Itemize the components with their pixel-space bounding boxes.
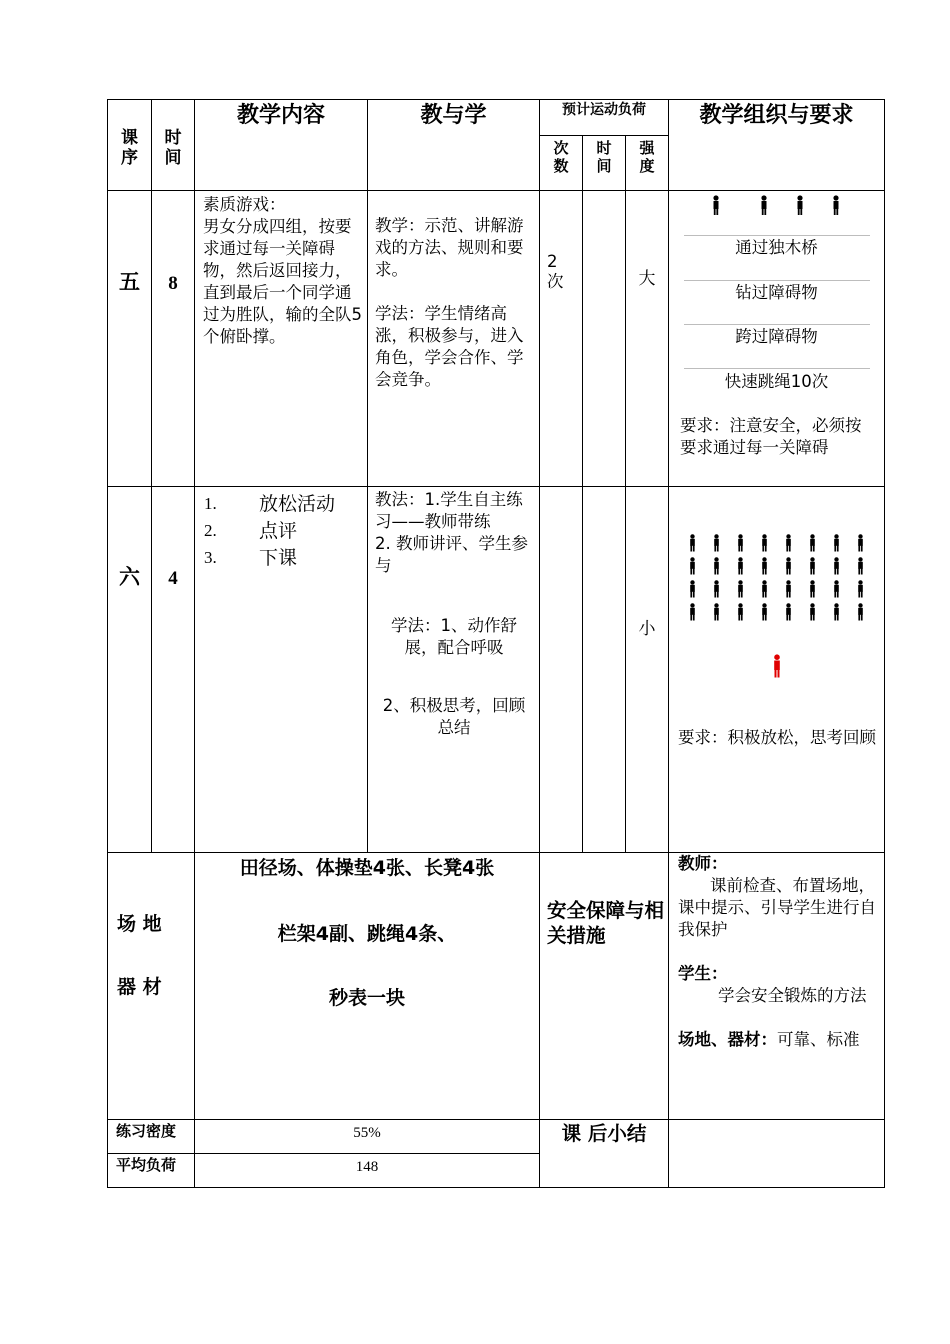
person-icon [810,534,815,551]
person-icon [810,557,815,574]
person-icon [690,580,695,597]
person-icon [830,195,842,219]
person-icon [690,603,695,620]
person-icon [834,603,839,620]
person-icon [714,534,719,551]
student-label: 学生： [678,964,728,983]
person-icon [762,603,767,620]
person-icon [810,603,815,620]
row-divider [107,190,885,191]
person-icon [710,195,722,219]
list-item: 放松活动 [259,493,336,515]
person-icon [738,557,743,574]
row6-learn2: 2、积极思考，回顾总结 [382,696,526,737]
person-icon [810,580,815,597]
person-icon [794,195,806,219]
row5-teach: 教学：示范、讲解游戏的方法、规则和要求。 [375,216,524,279]
col-divider [367,99,368,853]
header-load-group: 预计运动负荷 [562,102,646,118]
col-divider [151,99,152,853]
person-icon [690,534,695,551]
person-icon [786,580,791,597]
list-item: 点评 [259,520,298,542]
person-icon [762,580,767,597]
equipment-line: 栏架4副、跳绳4条、 [277,923,457,945]
table-border-left [107,99,108,1188]
person-icon [714,603,719,620]
person-icon [834,557,839,574]
header-teach-learn: 教与学 [420,103,487,128]
equipment-line: 秒表一块 [328,987,405,1009]
row5-requirement: 要求：注意安全，必须按要求通过每一关障碍 [680,416,862,457]
site-label: 场地、器材： [678,1030,777,1049]
student-formation [684,532,868,624]
density-label: 练习密度 [116,1122,177,1140]
row6-order: 六 [119,565,140,589]
person-icon [834,534,839,551]
row-divider [107,1153,540,1154]
row5-count: 2 次 [547,252,564,291]
station-label: 跨过障碍物 [735,327,818,346]
col-divider [194,99,195,1188]
row6-requirement: 要求：积极放松，思考回顾 [678,728,876,747]
station-label: 快速跳绳10次 [724,372,829,391]
teacher-icon [771,654,783,682]
row6-time: 4 [168,568,178,589]
row5-intensity: 大 [638,269,656,289]
student-text: 学会安全锻炼的方法 [718,986,867,1005]
station-divider [684,324,870,325]
site-safety [678,1029,878,1051]
teacher-label: 教师： [678,854,728,873]
row-divider [107,486,885,487]
safety-label: 安全保障与相关措施 [547,899,665,947]
site-text: 可靠、标准 [777,1030,860,1049]
person-icon [738,534,743,551]
station-divider [684,280,870,281]
row6-intensity: 小 [638,619,656,639]
row5-content: 素质游戏： 男女分成四组，按要求通过每一关障碍物，然后返回接力，直到最后一个同学通过为胜队，输的全队5个俯卧撑。 [203,195,362,346]
table-border-top [107,99,885,100]
header-load-intensity: 强 度 [639,139,655,175]
person-icon [762,557,767,574]
station-divider [684,235,870,236]
load-value: 148 [355,1159,379,1175]
person-icon [786,603,791,620]
header-time: 时 间 [164,128,182,168]
row-divider [540,135,668,136]
person-icon [786,534,791,551]
density-value: 55% [353,1125,381,1141]
station-label: 钻过障碍物 [735,283,818,302]
table-border-right [884,99,885,1188]
row-divider [107,1119,885,1120]
header-load-time: 时 间 [596,139,612,175]
table-border-bottom [107,1187,885,1188]
load-label: 平均负荷 [116,1156,177,1174]
teacher-text: 课前检查、布置场地，课中提示、引导学生进行自我保护 [678,876,876,939]
list-number: 2. [204,521,217,540]
row6-teach: 教法：1.学生自主练习——教师带练 2. 教师讲评、学生参与 [375,490,528,575]
person-icon [738,603,743,620]
row6-learn1: 学法：1、动作舒展，配合呼吸 [391,616,517,657]
station-label: 通过独木桥 [735,238,818,257]
person-icon [690,557,695,574]
header-content: 教学内容 [236,103,325,128]
summary-label: 课 后小结 [561,1122,647,1145]
person-icon [758,195,770,219]
col-divider [668,99,669,1188]
equipment-line: 田径场、体操垫4张、长凳4张 [239,857,495,879]
station-divider [684,368,870,369]
col-divider [582,135,583,853]
venue-label: 场 地 [117,913,162,935]
person-icon [858,580,863,597]
list-item: 下课 [259,547,298,569]
header-lesson-order: 课 序 [121,128,138,168]
col-divider [539,99,540,1188]
person-icon [858,603,863,620]
person-icon [858,557,863,574]
row5-order: 五 [119,270,140,294]
person-icon [714,557,719,574]
person-icon [858,534,863,551]
person-icon [786,557,791,574]
row5-time: 8 [168,273,178,294]
header-organization: 教学组织与要求 [699,103,854,128]
person-icon [714,580,719,597]
equipment-label: 器 材 [117,976,162,998]
person-icon [738,580,743,597]
row5-learn: 学法：学生情绪高涨，积极参与，进入角色，学会合作、学会竞争。 [375,304,524,389]
list-number: 1. [204,494,217,513]
list-number: 3. [204,548,217,567]
person-icon [834,580,839,597]
col-divider [625,135,626,853]
header-load-count: 次 数 [553,139,569,175]
person-icon [762,534,767,551]
